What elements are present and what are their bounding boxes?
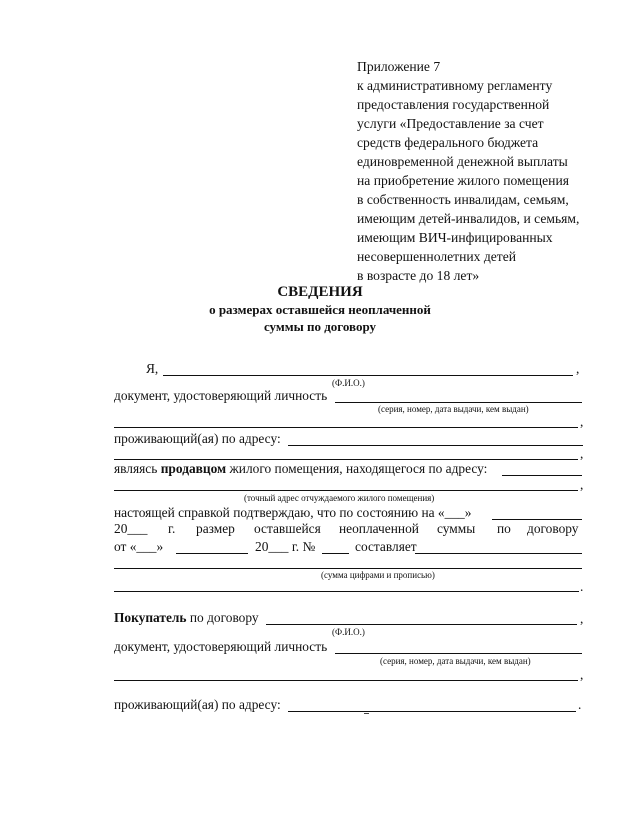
seller-doc-field-cont[interactable]: [114, 427, 578, 428]
doc-hint: (серия, номер, дата выдачи, кем выдан): [378, 404, 529, 414]
period: .: [578, 697, 582, 712]
seller-statement: [114, 461, 487, 477]
header-line: имеющим ВИЧ-инфицированных: [357, 230, 553, 245]
buyer-statement: [114, 610, 259, 626]
contract-sum-field[interactable]: [415, 553, 582, 554]
seller-fio-field[interactable]: [163, 375, 573, 376]
comma: ,: [580, 414, 584, 429]
header-line: средств федерального бюджета: [357, 135, 539, 150]
seller-bold: продавцом: [160, 461, 227, 476]
buyer-doc-field-cont[interactable]: [114, 680, 578, 681]
justified-word: договору: [527, 521, 579, 536]
buyer-post: по договору: [189, 610, 259, 625]
ya-label: Я,: [146, 361, 159, 376]
header-line: имеющим детей-инвалидов, и семьям,: [357, 211, 580, 226]
buyer-address-field[interactable]: [288, 711, 576, 712]
comma: ,: [580, 611, 584, 626]
sum-field[interactable]: [114, 568, 582, 569]
justified-word: суммы: [437, 521, 476, 536]
header-line: в собственность инвалидам, семьям,: [357, 192, 569, 207]
doc-label: документ, удостоверяющий личность: [114, 388, 328, 403]
seller-pre: являясь: [114, 461, 158, 476]
year-prefix: 20___: [114, 521, 148, 536]
header-line: к административному регламенту: [357, 78, 553, 93]
fio-hint: (Ф.И.О.): [332, 627, 365, 637]
scan-speck: [364, 713, 369, 714]
address-label: проживающий(ая) по адресу:: [114, 431, 281, 446]
contract-number-field[interactable]: [322, 553, 349, 554]
justified-word: неоплаченной: [339, 521, 419, 536]
confirm-text: настоящей справкой подтверждаю, что по состоянию на «___»: [114, 505, 472, 520]
buyer-bold: Покупатель: [114, 610, 187, 625]
contract-month-field[interactable]: [176, 553, 248, 554]
fio-hint: (Ф.И.О.): [332, 378, 365, 388]
header-line: в возрасте до 18 лет»: [357, 268, 480, 283]
buyer-doc-field[interactable]: [335, 653, 582, 654]
property-address-field-cont[interactable]: [114, 490, 578, 491]
document-subtitle: о размерах оставшейся неоплаченной: [209, 302, 431, 317]
comma: ,: [580, 667, 584, 682]
contract-year: 20___ г. №: [255, 539, 316, 554]
property-address-field[interactable]: [502, 475, 582, 476]
doc-label: документ, удостоверяющий личность: [114, 639, 328, 654]
document-title: СВЕДЕНИЯ: [277, 284, 363, 300]
contract-tail: составляет: [355, 539, 417, 554]
justified-word: оставшейся: [254, 521, 321, 536]
header-line: предоставления государственной: [357, 97, 550, 112]
header-line: Приложение 7: [357, 59, 441, 74]
header-line: единовременной денежной выплаты: [357, 154, 568, 169]
justified-word: г.: [168, 521, 176, 536]
period: .: [580, 579, 584, 594]
address-hint: (точный адрес отчуждаемого жилого помещения): [244, 493, 435, 503]
sum-hint: (сумма цифрами и прописью): [321, 570, 435, 580]
seller-address-field[interactable]: [288, 445, 583, 446]
address-label: проживающий(ая) по адресу:: [114, 697, 281, 712]
doc-hint: (серия, номер, дата выдачи, кем выдан): [380, 656, 531, 666]
comma: ,: [580, 446, 584, 461]
document-subtitle: суммы по договору: [263, 319, 377, 334]
buyer-fio-field[interactable]: [266, 624, 577, 625]
seller-address-field-cont[interactable]: [114, 459, 578, 460]
comma: ,: [580, 477, 584, 492]
confirm-date-field[interactable]: [492, 519, 582, 520]
header-line: несовершеннолетних детей: [357, 249, 517, 264]
header-line: услуги «Предоставление за счет: [357, 116, 544, 131]
header-line: на приобретение жилого помещения: [357, 173, 569, 188]
justified-word: размер: [196, 521, 235, 536]
seller-post: жилого помещения, находящегося по адресу:: [229, 461, 488, 476]
comma: ,: [576, 361, 580, 376]
seller-doc-field[interactable]: [335, 402, 582, 403]
contract-date: от «___»: [114, 539, 164, 554]
justified-word: по: [497, 521, 511, 536]
sum-field-cont[interactable]: [114, 591, 579, 592]
